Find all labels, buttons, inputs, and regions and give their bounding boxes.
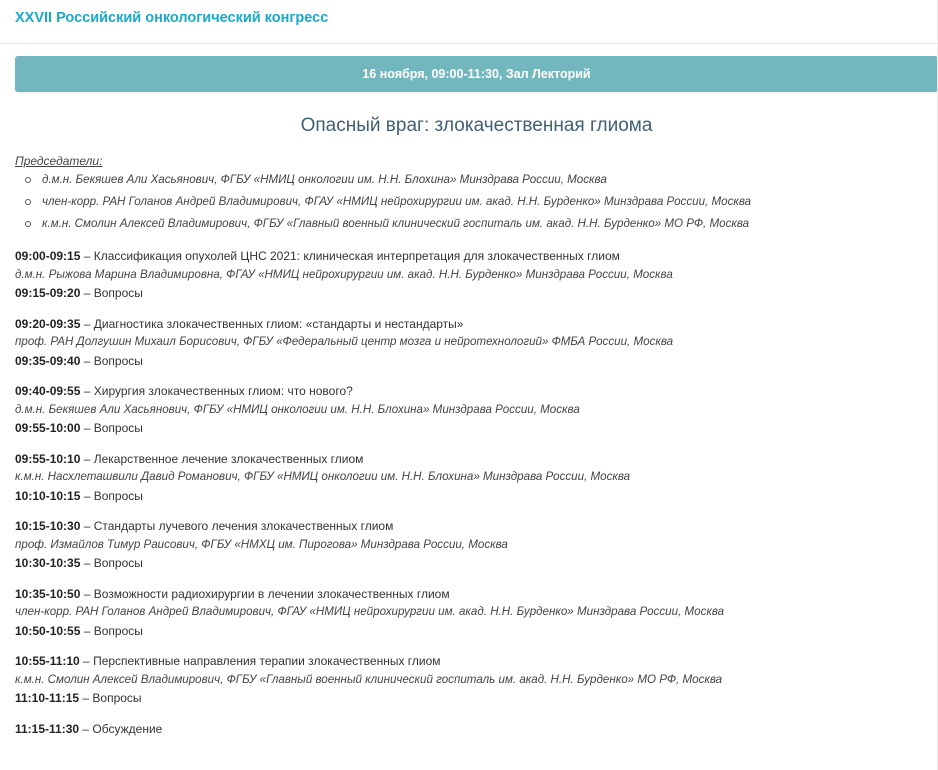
questions-line	[15, 554, 935, 573]
separator: –	[80, 421, 94, 435]
program-item-discussion	[15, 720, 935, 739]
chairs-heading: Председатели:	[15, 154, 103, 168]
questions-label: Вопросы	[93, 421, 143, 435]
separator: –	[80, 451, 94, 466]
talk-time: 09:55-10:10	[15, 451, 81, 466]
talk-speaker: проф. РАН Долгушин Михаил Борисович, ФГБУ «Федеральный центр мозга и нейротехнологий» ФМБА России, Москва	[15, 335, 674, 348]
program-item	[15, 247, 935, 303]
questions-line	[15, 689, 935, 708]
talk-line	[15, 585, 935, 604]
separator: –	[79, 691, 93, 705]
questions-line	[15, 622, 935, 641]
talk-speaker: к.м.н. Смолин Алексей Владимирович, ФГБУ «Главный военный клинический госпиталь им. акад. Н.Н. Бурденко» МО РФ, Москва	[15, 672, 723, 686]
separator: –	[80, 586, 94, 601]
separator: –	[80, 556, 94, 570]
talk-line	[15, 450, 935, 469]
site-title-link[interactable]: XXVII Российский онкологический конгресс	[15, 10, 329, 26]
discussion-time: 11:15-11:30	[15, 721, 80, 736]
discussion-label: Обсуждение	[92, 721, 163, 736]
separator: –	[80, 286, 94, 300]
session-banner-label: 16 ноября, 09:00-11:30, Зал Лекторий	[362, 67, 591, 81]
talk-time: 10:15-10:30	[15, 519, 81, 533]
talk-time: 09:40-09:55	[15, 384, 81, 398]
separator: –	[80, 384, 94, 398]
talk-line	[15, 315, 935, 334]
questions-label: Вопросы	[93, 556, 143, 570]
talk-line	[15, 517, 935, 536]
talk-title: Лекарственное лечение злокачественных глиом	[93, 451, 364, 466]
program-item	[15, 450, 935, 506]
talk-title: Диагностика злокачественных глиом: «стандарты и нестандарты»	[93, 316, 464, 331]
program-item	[15, 585, 935, 641]
talk-time: 09:00-09:15	[15, 249, 81, 263]
questions-time: 10:10-10:15	[15, 488, 81, 503]
talk-speaker: член-корр. РАН Голанов Андрей Владимирович, ФГАУ «НМИЦ нейрохирургии им. акад. Н.Н. Бурденко» Минздрава России, Москва	[15, 605, 725, 618]
chair-item: д.м.н. Бекяшев Али Хасьянович, ФГБУ «НМИЦ онкологии им. Н.Н. Блохина» Минздрава России, Москва	[15, 169, 935, 191]
talk-speaker: к.м.н. Насхлеташвили Давид Романович, ФГБУ «НМИЦ онкологии им. Н.Н. Блохина» Минздрава России, Москва	[15, 470, 631, 483]
talk-title: Перспективные направления терапии злокачественных глиом	[93, 654, 441, 668]
session-title: Опасный враг: злокачественная глиома	[300, 115, 653, 136]
site-header	[0, 0, 938, 44]
questions-time: 09:35-09:40	[15, 353, 81, 368]
talk-title: Хирургия злокачественных глиом: что нового?	[93, 384, 353, 398]
talk-time: 10:35-10:50	[15, 586, 81, 601]
questions-line	[15, 284, 935, 303]
separator: –	[80, 353, 94, 368]
questions-time: 09:15-09:20	[15, 286, 81, 300]
questions-label: Вопросы	[93, 623, 143, 638]
talk-speaker: проф. Измайлов Тимур Раисович, ФГБУ «НМХЦ им. Пирогова» Минздрава России, Москва	[15, 537, 508, 551]
questions-label: Вопросы	[92, 691, 142, 705]
talk-line	[15, 247, 935, 266]
program-item	[15, 382, 935, 438]
talk-time: 09:20-09:35	[15, 316, 81, 331]
questions-label: Вопросы	[93, 286, 143, 300]
talk-title: Стандарты лучевого лечения злокачественных глиом	[93, 519, 394, 533]
questions-line	[15, 419, 935, 438]
program-item	[15, 517, 935, 573]
separator: –	[80, 249, 94, 263]
separator: –	[79, 654, 94, 668]
program-item	[15, 652, 935, 708]
session-content	[15, 153, 935, 738]
separator: –	[80, 316, 94, 331]
chairs-list	[15, 169, 935, 235]
questions-time: 09:55-10:00	[15, 421, 81, 435]
questions-label: Вопросы	[93, 353, 143, 368]
questions-time: 10:50-10:55	[15, 623, 81, 638]
talk-time: 10:55-11:10	[15, 654, 80, 668]
chair-item: к.м.н. Смолин Алексей Владимирович, ФГБУ «Главный военный клинический госпиталь им. акад. Н.Н. Бурденко» МО РФ, Москва	[15, 213, 935, 235]
separator: –	[80, 623, 94, 638]
questions-time: 11:10-11:15	[15, 691, 80, 705]
separator: –	[79, 721, 93, 736]
questions-label: Вопросы	[93, 488, 143, 503]
talk-speaker: д.м.н. Рыжова Марина Владимировна, ФГАУ «НМИЦ нейрохирургии им. акад. Н.Н. Бурденко» Минздрава России, Москва	[15, 267, 673, 281]
discussion-line	[15, 720, 935, 739]
talk-line	[15, 382, 935, 401]
talk-title: Классификация опухолей ЦНС 2021: клиническая интерпретация для злокачественных глиом	[93, 249, 620, 263]
separator: –	[80, 519, 94, 533]
questions-line	[15, 487, 935, 506]
questions-line	[15, 352, 935, 371]
talk-speaker: д.м.н. Бекяшев Али Хасьянович, ФГБУ «НМИЦ онкологии им. Н.Н. Блохина» Минздрава России, Москва	[15, 402, 580, 416]
chair-item: член-корр. РАН Голанов Андрей Владимирович, ФГАУ «НМИЦ нейрохирургии им. акад. Н.Н. Бурденко» Минздрава России, Москва	[15, 191, 935, 213]
program-item	[15, 315, 935, 371]
questions-time: 10:30-10:35	[15, 556, 81, 570]
talk-title: Возможности радиохирургии в лечении злокачественных глиом	[93, 586, 450, 601]
separator: –	[80, 488, 94, 503]
session-banner[interactable]	[15, 56, 938, 92]
talk-line	[15, 652, 935, 671]
